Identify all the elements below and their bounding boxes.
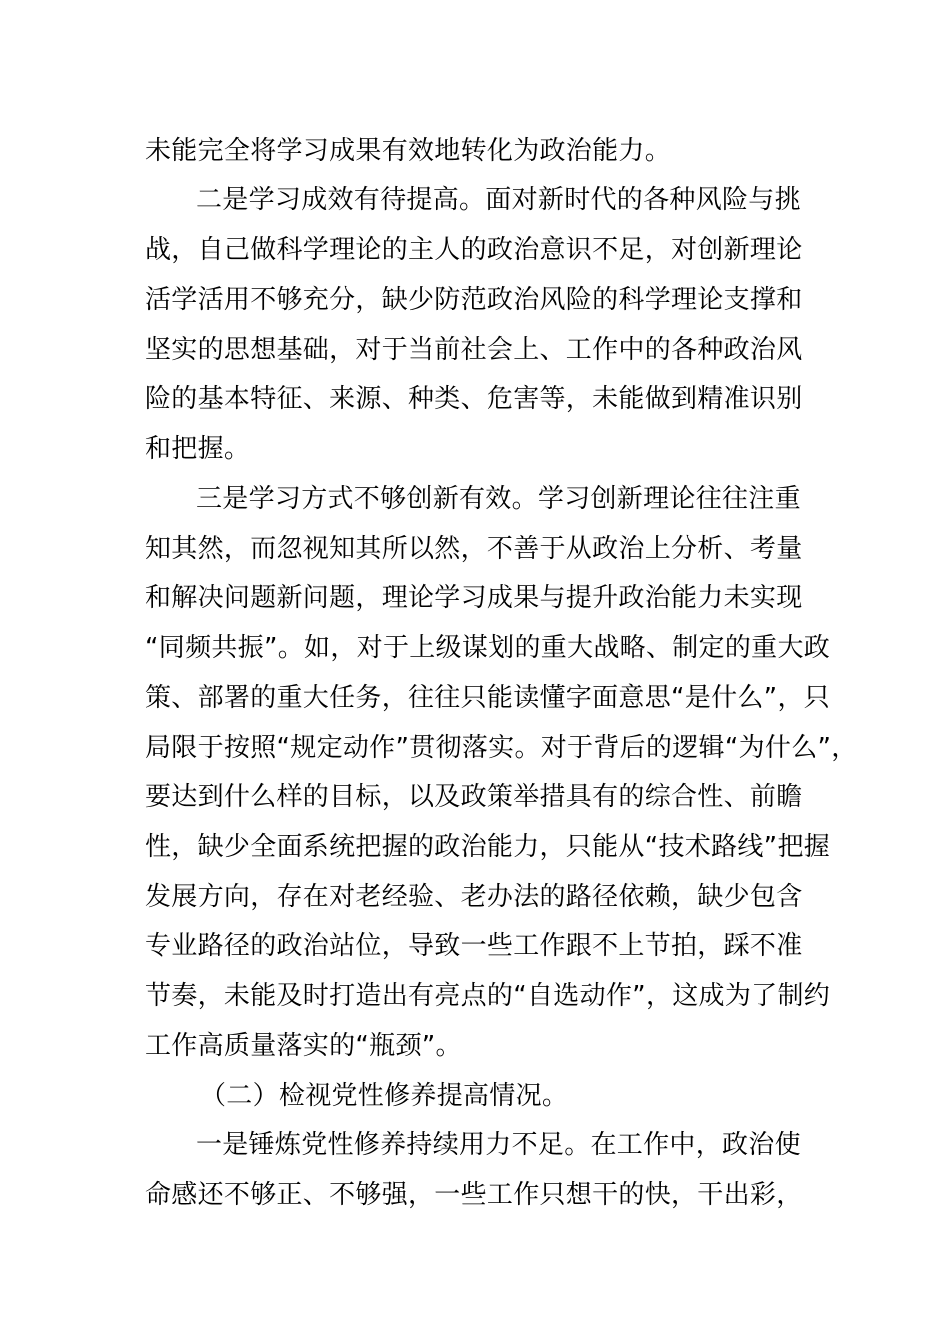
paragraph-start-line: 二是学习成效有待提高。面对新时代的各种风险与挑 bbox=[196, 185, 801, 215]
text-line: 专业路径的政治站位，导致一些工作跟不上节拍，踩不准 bbox=[145, 931, 803, 961]
text-line: 性，缺少全面系统把握的政治能力，只能从“技术路线”把握 bbox=[145, 832, 831, 862]
text-line: 命感还不够正、不够强，一些工作只想干的快，干出彩， bbox=[145, 1180, 803, 1210]
text-line: 发展方向，存在对老经验、老办法的路径依赖，缺少包含 bbox=[145, 882, 803, 912]
paragraph-start-line: 一是锤炼党性修养持续用力不足。在工作中，政治使 bbox=[196, 1130, 801, 1160]
text-line: 策、部署的重大任务，往往只能读懂字面意思“是什么”，只 bbox=[145, 683, 831, 713]
text-line: 和把握。 bbox=[145, 434, 251, 464]
text-line: 知其然，而忽视知其所以然，不善于从政治上分析、考量 bbox=[145, 534, 803, 564]
text-line: 战，自己做科学理论的主人的政治意识不足，对创新理论 bbox=[145, 235, 803, 265]
text-line: 险的基本特征、来源、种类、危害等，未能做到精准识别 bbox=[145, 384, 803, 414]
text-line: 节奏，未能及时打造出有亮点的“自选动作”，这成为了制约 bbox=[145, 981, 831, 1011]
paragraph-start-line: 三是学习方式不够创新有效。学习创新理论往往注重 bbox=[196, 484, 801, 514]
text-line: 活学活用不够充分，缺少防范政治风险的科学理论支撑和 bbox=[145, 285, 803, 315]
section-heading: （二）检视党性修养提高情况。 bbox=[200, 1081, 569, 1111]
text-line: 未能完全将学习成果有效地转化为政治能力。 bbox=[145, 136, 672, 166]
text-line: 坚实的思想基础，对于当前社会上、工作中的各种政治风 bbox=[145, 335, 803, 365]
text-line: 和解决问题新问题，理论学习成果与提升政治能力未实现 bbox=[145, 583, 803, 613]
text-line: 要达到什么样的目标，以及政策举措具有的综合性、前瞻 bbox=[145, 782, 803, 812]
text-line: 局限于按照“规定动作”贯彻落实。对于背后的逻辑“为什么”， bbox=[145, 733, 858, 763]
text-line: “同频共振”。如，对于上级谋划的重大战略、制定的重大政 bbox=[145, 633, 831, 663]
text-line: 工作高质量落实的“瓶颈”。 bbox=[145, 1031, 462, 1061]
